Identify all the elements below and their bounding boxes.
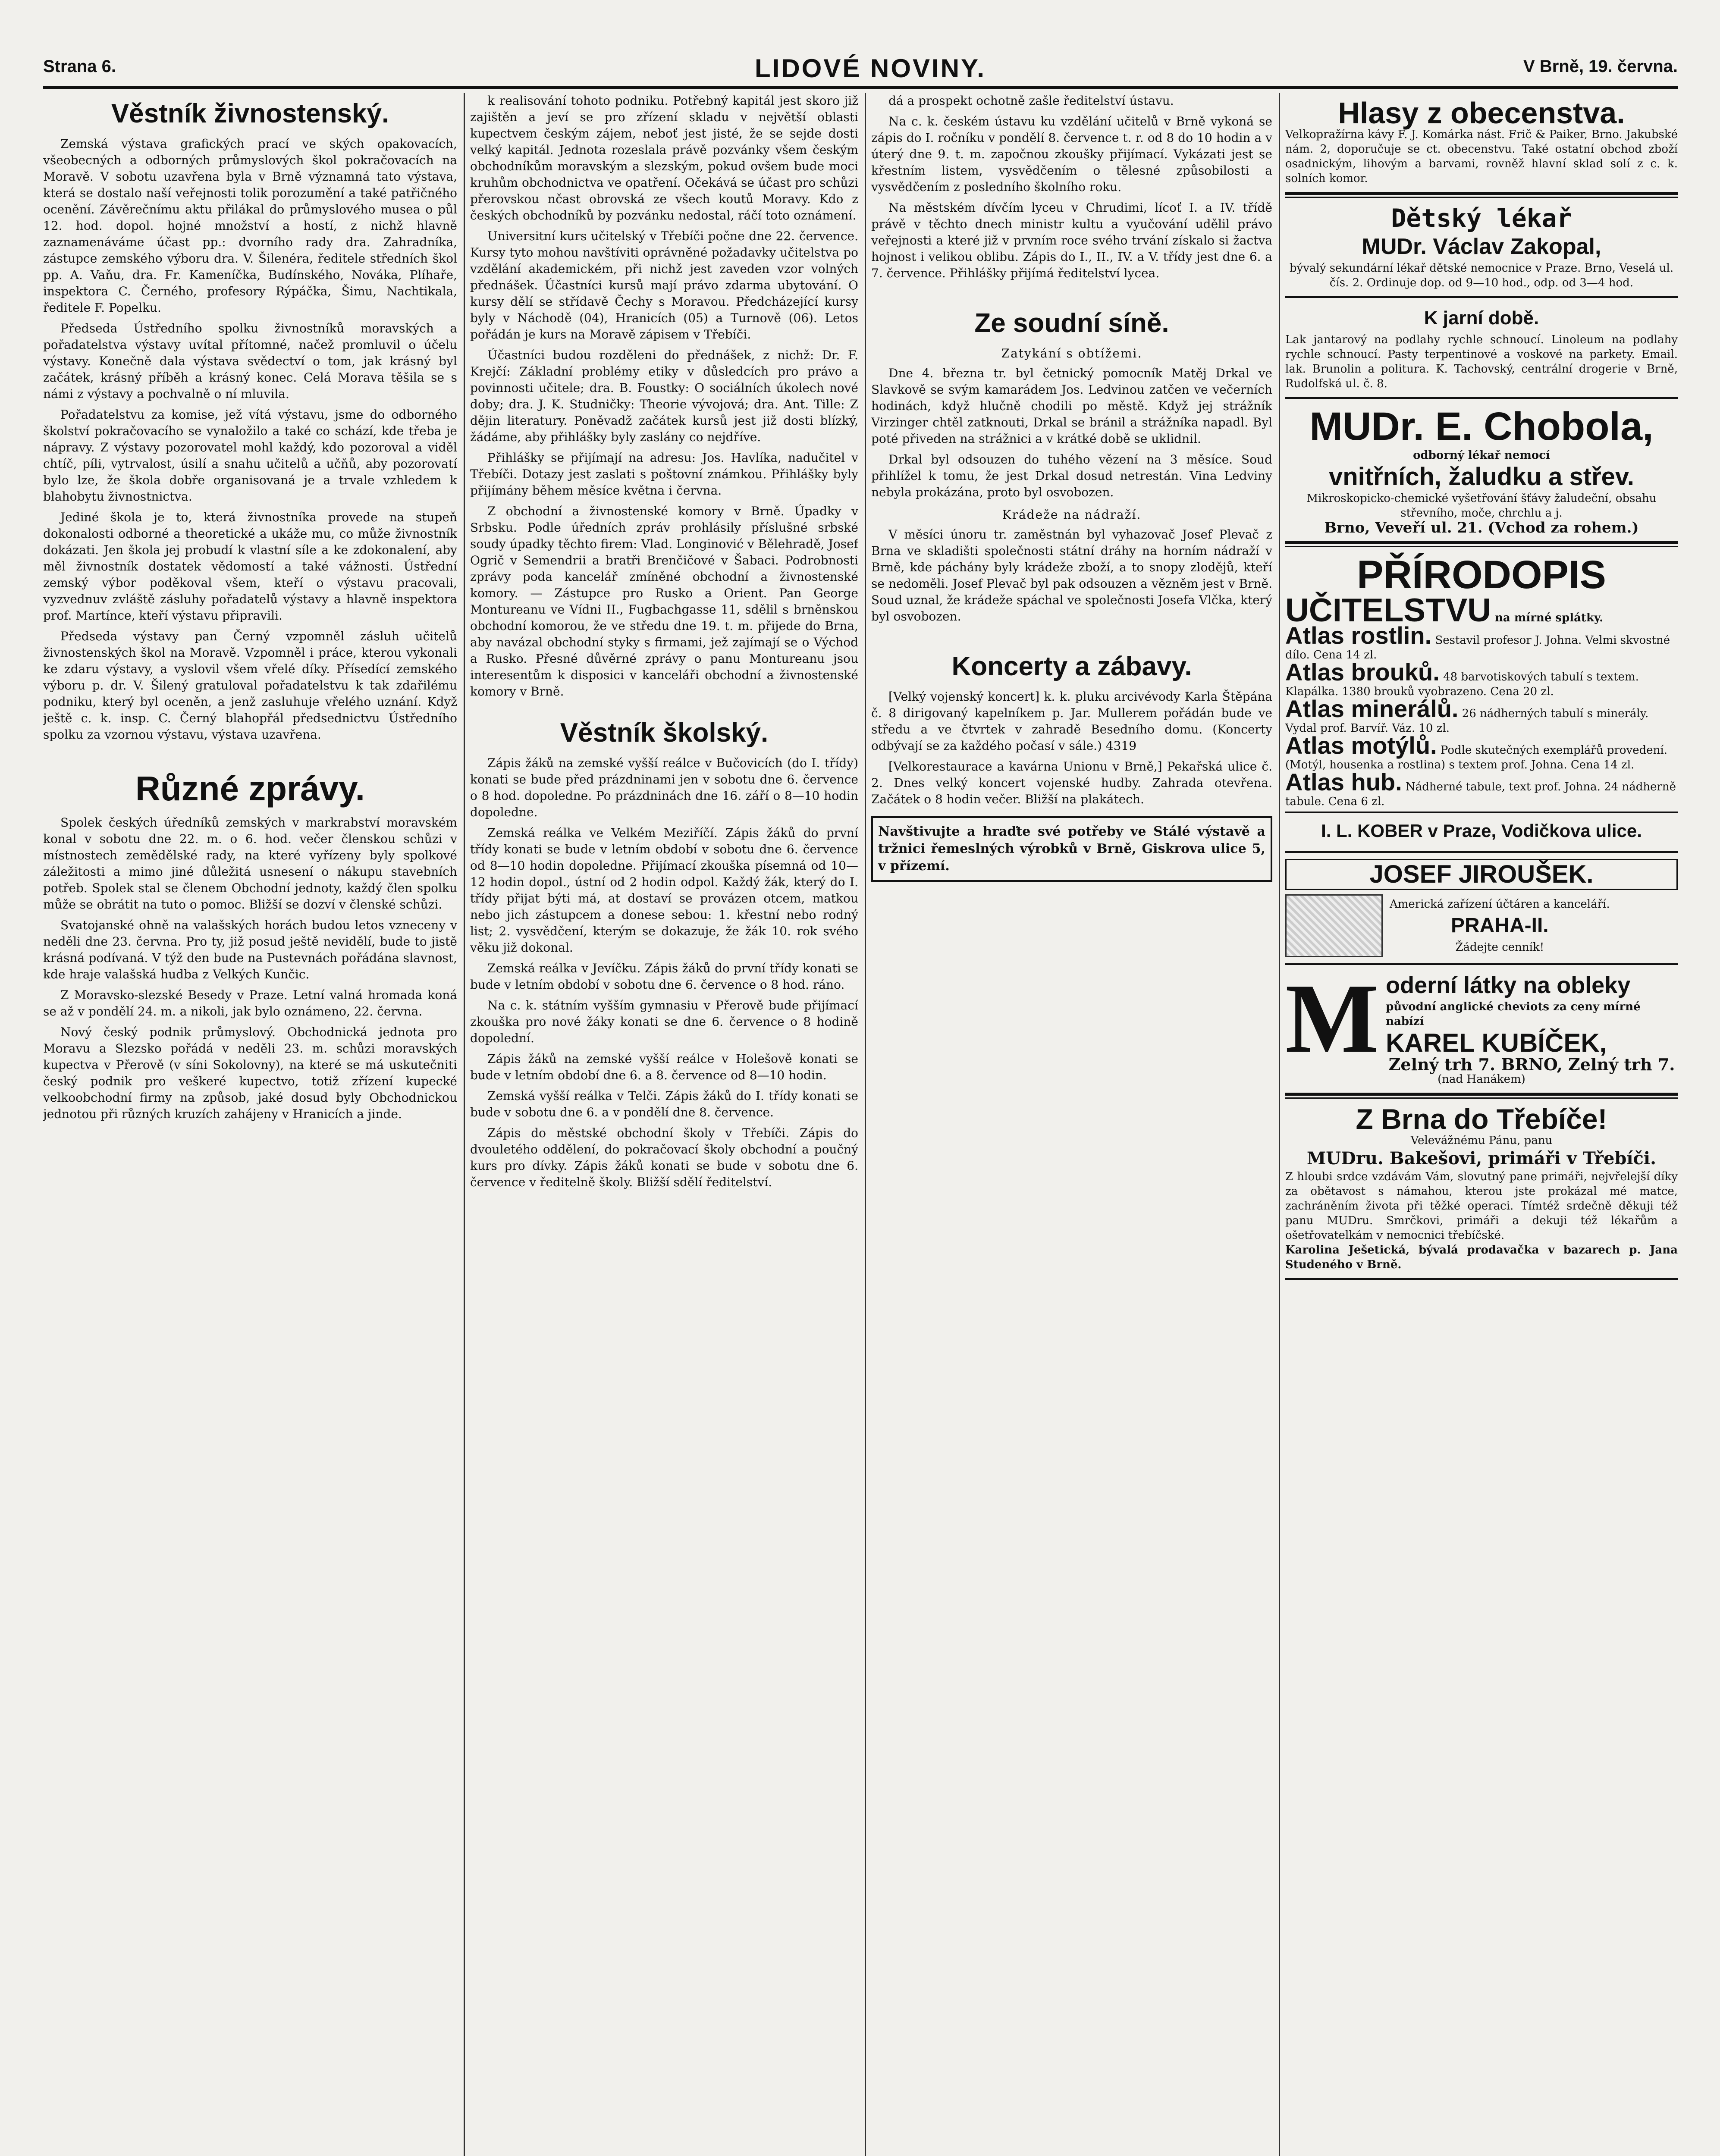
article-paragraph: Jediné škola je to, která živnostníka provede na stupeň dokonalosti odborné a theoretické a ukáže mu, co může živnostník dokázati. Jen škola jej probudí k vlastní síle a ke zdokonalení, aby měl živnostník dostatek vědomostí a také vážnosti. Ústřední zemský výbor poděkoval všem, kteří o výstavu pracovali, vyzvednuv zvláště zásluhy pořadatelů výstavy a hlavně inspektora prof. Martínce, kteří výstavu připravili. (43, 510, 457, 623)
ad-title: JOSEF JIROUŠEK. (1285, 859, 1678, 890)
ad-text: Americká zařízení účtáren a kanceláří. (1390, 898, 1610, 911)
article-paragraph: Na c. k. českém ústavu ku vzdělání učitelů v Brně vykoná se zápis do I. ročníku v pondělí 8. července t. r. od 8 do 10 hodin a v úterý dne 9. t. m. započnou zkoušky přijímací. Vykázati jest se křestním listem, vysvědčením o tělesné způsobilosti a vysvědčením z posledního školního roku. (871, 114, 1272, 194)
ad-signature: Karolina Ješetická, bývalá prodavačka v bazarech p. Jana Studeného v Brně. (1285, 1244, 1678, 1271)
article-paragraph: Z Moravsko-slezské Besedy v Praze. Letní valná hromada koná se až v pondělí 24. m. a nikoli, jak bylo oznámeno, 22. června. (43, 988, 457, 1018)
ad-text: Mikroskopicko-chemické vyšetřování šťávy žaludeční, obsahu střevního, moče, chrchlu a j. (1306, 492, 1657, 520)
article-paragraph: Z obchodní a živnostenské komory v Brně. Úpadky v Srbsku. Podle úředních zpráv prohlásily příslušné srbské soudy úpadky těchto firem: Vlad. Longinović v Bělehradě, Josef Ogrič v Semendrii a bratři Brenčičové v Šabaci. Podrobnosti zprávy poda kancelář zmíněné obchodní a živnostenské komory. — Zástupce pro Rusko a Orient. Pan George Montureanu ve Vídni II., Fugbachgasse 11, sdělil s brněnskou obchodní komorou, že ve středu dne 19. t. m. přijede do Brna, aby navázal obchodní styky s firmami, jež zajímají se o Východ a Rusko. Přesné důvěrné zprávy o panu Montureanu jsou interesentům k disposici v kanceláři obchodní a živnostenské komory v Brně. (470, 504, 858, 699)
article-paragraph: Zemská vyšší reálka v Telči. Zápis žáků do I. třídy konati se bude v sobotu dne 6. a v pondělí dne 8. července. (470, 1089, 858, 1119)
ad-kubicek (1285, 965, 1678, 1094)
ad-trebic (1285, 1094, 1678, 1280)
section-title-trade: Věstník živnostenský. (111, 99, 389, 128)
atlas-name: Atlas brouků. (1285, 658, 1440, 686)
ad-chobola (1285, 399, 1678, 543)
atlas-text: 48 barvotiskových tabulí s textem. Klapálka. 1380 brouků vyobrazeno. Cena 20 zl. (1285, 671, 1639, 698)
ad-subtitle: UČITELSTVU (1285, 592, 1491, 629)
ad-coffee (1285, 93, 1678, 194)
article-paragraph: Na c. k. státním vyšším gymnasiu v Přerově bude přijímací zkouška pro nové žáky konati se dne 6. července o 8 hodině dopolední. (470, 998, 858, 1045)
article-paragraph: Dne 4. března tr. byl četnický pomocník Matěj Drkal ve Slavkově se svým kamarádem Jos. Ledvinou zatčen ve večerních hodinách, když hlučně chodili po městě. Když jej strážník Virzinger chtěl zatknouti, Drkal se bránil a strážníka napadl. Byl poté přiveden na strážnici a v krátké době se uklidnil. (871, 366, 1272, 446)
ad-text: bývalý sekundární lékař dětské nemocnice v Praze. Brno, Veselá ul. čís. 2. Ordinuje dop. od 9—10 hod., odp. od 3—4 hod. (1289, 262, 1674, 289)
column-3 (871, 93, 1272, 2156)
ad-note: (nad Hanákem) (1438, 1073, 1525, 1086)
column-divider (1279, 93, 1280, 2156)
article-paragraph: Universitní kurs učitelský v Třebíči počne dne 22. července. Kursy tyto mohou navštíviti oprávněné požadavky učitelstva po vzdělání akademickém, při nichž jest zaveden vzor volných přednášek. Účastníci kursů mají právo zdarma ubytování. O kursy dělí se střídavě Čechy s Moravou. Předcházející kursy byly v Náchodě (04), Hranicích (05) a Turnově (06). Letos pořádán je kurs na Moravě zápisem v Třebíči. (470, 229, 858, 342)
atlas-name: Atlas motýlů. (1285, 732, 1437, 759)
header-rule (43, 86, 1678, 89)
article-paragraph: [Velkorestaurace a kavárna Unionu v Brně,] Pekařská ulice č. 2. Dnes velký koncert vojenské hudby. Zahrada otevřena. Začátek o 8 hodin večer. Bližší na plakátech. (871, 759, 1272, 806)
article-paragraph: Předseda výstavy pan Černý vzpomněl zásluh učitelů živnostenských škol na Moravě. Vzpomněl i práce, kterou vykonali ke zdaru výstavy, a vyslovil všem vřelé díky. Přísedící zemského výboru p. dr. V. Šilený gratuloval pořadatelstvu k tak zdařilému podniku, který byl oceněn, a jenž zasluhuje vřelého uznání. Když ještě c. k. insp. C. Černý blahopřál předsednictvu Ústředního spolku za vzornou výstavu, výstava uzavřena. (43, 629, 457, 742)
ad-name: KAREL KUBÍČEK, (1386, 1028, 1607, 1057)
atlas-text: Nádherné tabule, text prof. Johna. 24 nádherně tabule. Cena 6 zl. (1285, 780, 1676, 808)
article-paragraph: Přihlášky se přijímají na adresu: Jos. Havlíka, nadučitel v Třebíči. Dotazy jest zaslati s poštovní známkou. Přihlášky byly přijímány během měsíce května i června. (470, 451, 858, 498)
ad-spring (1285, 298, 1678, 399)
ad-address: Brno, Veveří ul. 21. (Vchod za rohem.) (1324, 519, 1639, 536)
ad-title: Z Brna do Třebíče! (1356, 1103, 1607, 1135)
section-title-misc: Různé zprávy. (135, 769, 365, 808)
desk-illustration-icon (1285, 894, 1383, 957)
ad-title: K jarní době. (1424, 307, 1539, 329)
article-paragraph: dá a prospekt ochotně zašle ředitelství ústavu. (888, 94, 1174, 108)
article-paragraph: Účastníci budou rozděleni do přednášek, z nichž: Dr. F. Krejčí: Základní problémy etiky v důsledcích pro právo a povinnosti učitele; dra. B. Foustky: O sociálních úkolech nové doby; dra. J. K. Studničky: Theorie vývojová; dra. Ant. Tille: Z dějin literatury. Poněvadž začátek kursů jest již dosti blízký, žádáme, aby přihlášky byly zaslány co nejdříve. (470, 348, 858, 444)
newspaper-title: LIDOVÉ NOVINY. (755, 54, 986, 83)
issue-date: V Brně, 19. června. (1523, 57, 1678, 76)
ad-specialty: vnitřních, žaludku a střev. (1328, 463, 1634, 491)
article-paragraph: Zápis žáků na zemské vyšší reálce v Bučovicích (do I. třídy) konati se bude před prázdninami jen v sobotu dne 6. července o 8 hod. dopoledne. Po prázdninách dne 16. září o 8—10 hodin dopoledne. (470, 756, 858, 819)
ad-subtitle: odborný lékař nemocí (1413, 449, 1550, 462)
column-2 (470, 93, 858, 2156)
column-1 (43, 93, 457, 2156)
article-paragraph: Zemská reálka ve Velkém Meziříčí. Zápis žáků do první třídy konati se bude v letním období v sobotu dne 6. července od 8—10 hodin dopoledne. Přijímací zkouška písemná od 10—12 hodin dopol., ústní od 2 hodin odpol. Každý žák, který do I. třídy přijat býti má, at dostaví se provázen otcem, matkou nebo jich zástupcem a donese sebou: 1. křestní nebo rodný list; 2. vysvědčení, kterým se dokazuje, že žák 10. rok svého věku již dokonal. (470, 826, 858, 955)
atlas-item (1285, 658, 1678, 699)
page-header (43, 54, 1678, 87)
article-subtitle: Zatykání s obtížemi. (1001, 346, 1142, 360)
ad-prirodopis (1285, 543, 1678, 853)
ad-text: Lak jantarový na podlahy rychle schnoucí. Linoleum na podlahy rychle schnoucí. Pasty terpentinové a voskové na parkety. Email. lak. Brunolin a politura. K. Tachovský, centrální drogerie v Brně, Rudolfská ul. č. 8. (1285, 333, 1678, 390)
article-paragraph: Zápis do městské obchodní školy v Třebíči. Zápis do dvouletého oddělení, do pokračovací školy obchodní a poučný kurs pro dívky. Zápis žáků konati se bude v sobotu dne 6. července v ředitelně školy. Bližší sdělí ředitelství. (470, 1126, 858, 1189)
atlas-text: 26 nádherných tabulí s minerály. Vydal prof. Barvíř. Váz. 10 zl. (1285, 707, 1649, 735)
article-paragraph: Na městském dívčím lyceu v Chrudimi, lícoť I. a IV. třídě právě v těchto dnech ministr kultu a vyučování udělil právo veřejnosti a které již v prvním roce svého trvání získalo si žactva hojnost i velikou oblibu. Zápis do I., II., IV. a V. třídy jest dne 6. a 7. července. Přihlášky přijímá ředitelství lycea. (871, 201, 1272, 280)
article-paragraph: Nový český podnik průmyslový. Obchodnická jednota pro Moravu a Slezsko pořádá v neděli 23. m. schůzi moravských kupectva v Přerově (v síni Sokolovny), na které se má uskutečniti český podnik pro veškeré kupectvo, totiž zřízení kupecké velkoobchodní firmy na způsob, jaké dosud byly Obchodnickou jednotou při různých kruzích zahájeny v Hranicích a jinde. (43, 1025, 457, 1121)
ad-line: MUDru. Bakešovi, primáři v Třebíči. (1306, 1148, 1657, 1169)
atlas-name: Atlas minerálů. (1285, 695, 1459, 722)
atlas-text: Sestavil profesor J. Johna. Velmi skvostné dílo. Cena 14 zl. (1285, 634, 1670, 661)
article-paragraph: Zápis žáků na zemské vyšší reálce v Holešově konati se bude v letním období dne 6. a 8. července od 8—10 hodin. (470, 1052, 858, 1082)
ad-side-note: na mírné splátky. (1495, 611, 1604, 624)
decorative-letter-m-icon: M (1285, 965, 1379, 1073)
ad-doctor-name: MUDr. E. Chobola, (1309, 404, 1654, 448)
atlas-item (1285, 768, 1678, 809)
atlas-name: Atlas rostlin. (1285, 622, 1432, 649)
ad-pediatrician (1285, 194, 1678, 298)
article-paragraph: Pořadatelstvu za komise, jež vítá výstavu, jsme do odborného školství pokračovacího se vynaložilo a také co schází, kde třeba je nápravy. Z výstavy pozorovatel mohl každý, kdo pozoroval a viděl chtíč, píli, vytrvalost, úsilí a snahu učitelů a učňů, aby pozorovatí bylo lze, že škola dobře organisovaná je a trvale vzhledem k blahobytu živnostnictva. (43, 407, 457, 504)
ad-text: původní anglické cheviots za ceny mírné nabízí (1386, 1000, 1641, 1028)
column-4-ads (1285, 93, 1678, 2156)
atlas-text: Podle skutečných exemplářů provedení. (Motýl, housenka a rostlina) s textem prof. Johna. Cena 14 zl. (1285, 744, 1667, 771)
ad-doctor-name: MUDr. Václav Zakopal, (1362, 234, 1601, 259)
ad-title: PŘÍRODOPIS (1357, 553, 1606, 597)
ad-address: Zelný trh 7. BRNO, Zelný trh 7. (1388, 1055, 1675, 1074)
article-paragraph: Zemská reálka v Jevíčku. Zápis žáků do první třídy konati se bude v letním období v sobotu dne 6. července o 8 hod. ráno. (470, 961, 858, 992)
section-title-court: Ze soudní síně. (974, 308, 1169, 338)
article-paragraph: k realisování tohoto podniku. Potřebný kapitál jest skoro již zajištěn a jeví se pro zřízení skladu v největší oblasti kupectvem českým zájem, neboť jest jisté, že se sejde dosti velký kapitál. Jednota rozeslala právě pozvánky všem českým obchodníkům moravským a slezským, pokud ovšem bude moci kruhům obchodnictva ve opatření. Očekává se účast pro schůzi přerovskou nčast obrovská ze všech koutů Moravy. Kdo z českých obchodníků by pozvánku nedostal, ráčí toto oznámení. (470, 94, 858, 222)
article-paragraph: Drkal byl odsouzen do tuhého vězení na 3 měsíce. Soud přihlížel k tomu, že jest Drkal dosud netrestán. Vina Ledviny nebyla prokázána, proto byl osvobozen. (871, 452, 1272, 499)
atlas-name: Atlas hub. (1285, 768, 1402, 796)
article-paragraph: Předseda Ústředního spolku živnostníků moravských a pořadatelstva výstavy uvítal přítomné, načež promluvil o účelu výstavy. Konečně dala výstava svědectví o tom, jak krásný byl začátek, krásný příběh a krásný konec. Celá Morava těšila se s námi z výstavy a pochvalně o ní mluvila. (43, 321, 457, 401)
ad-jirousek (1285, 853, 1678, 965)
ad-line: Velevážnému Pánu, panu (1410, 1134, 1553, 1147)
article-paragraph: Zemská výstava grafických prací ve ských opakovacích, všeobecných a odborných průmyslových škol pokračovacích na Moravě. V sobotu uzavřena byla v Brně významná tato výstava, která se dostalo naší veřejnosti tolik porozumění a také patřičného ocenění. Závěrečnímu aktu přilákal do průmyslového musea o půl 12. hod. dopol. hojné množství a hostí, z nichž hlavně zaznamenáváme účast pp.: dvorního rady dra. Zahradníka, zástupce zemského výboru dra. V. Šilenéra, ředitele středních škol pp. A. Vaňu, dra. Fr. Kameníčka, Budínského, Nováka, Plíhaře, inspektora C. Černého, profesory Rýpáčka, Šimu, Nachtikala, ředitele F. Popelku. (43, 137, 457, 315)
atlas-item (1285, 732, 1678, 772)
ad-text-block (1390, 897, 1610, 955)
ad-publisher: I. L. KOBER v Praze, Vodičkova ulice. (1285, 812, 1678, 845)
column-divider (865, 93, 866, 2156)
exhibition-ad: Navštivujte a hraďte své potřeby ve Stálé výstavě a tržnici řemeslných výrobků v Brně, Giskrova ulice 5, v přízemí. (871, 816, 1272, 882)
ad-title: Dětský lékař (1391, 204, 1572, 233)
ad-title: Hlasy z obecenstva. (1338, 96, 1625, 130)
ad-body (1285, 894, 1678, 957)
article-paragraph: Svatojanské ohně na valašských horách budou letos vzneceny v neděli dne 23. června. Pro ty, již posud ještě nevidělí, bude to jistě krásná podívaná. V týž den bude na Pustevnách pořádána slavnost, kde hraje valašská hudba z Velkých Kunčic. (43, 918, 457, 981)
ad-city: PRAHA-II. (1450, 914, 1549, 937)
ad-note: Žádejte cenník! (1455, 941, 1544, 954)
article-paragraph: Spolek českých úředníků zemských v markrabství moravském konal v sobotu dne 22. m. o 6. hod. večer členskou schůzi v místnostech zemědělské rady, na které vyřízeny byly spolkové záležitosti a mimo jiné důležitá usnesení o nákupu stavebních potřeb. Spolek stal se členem Obchodní jednoty, každý člen spolku může se obrátit na tuto o pomoc. Bližší se dozví v členské schůzi. (43, 815, 457, 912)
section-title-concerts: Koncerty a zábavy. (951, 652, 1192, 681)
page-number: Strana 6. (43, 57, 116, 76)
atlas-list (1285, 622, 1678, 809)
ad-text: Z hloubi srdce vzdávám Vám, slovutný pane primáři, nejvřelejší díky za obětavost s námahou, kterou jste prokázal mé matce, zachráněním života při těžké operaci. Tímtéž srdečně děkuji též panu MUDru. Smrčkovi, primáři a dekuji též lékařům a ošetřovatelkám v nemocnici třebíčské. (1285, 1170, 1678, 1242)
atlas-item (1285, 695, 1678, 736)
article-paragraph: [Velký vojenský koncert] k. k. pluku arcivévody Karla Štěpána č. 8 dirigovaný kapelníkem p. Jar. Mullerem pořádán bude ve středu a ve čtvrtek v zahradě Besedního domu. (Koncerty odbývají se za každého počasí v sále.) 4319 (871, 689, 1272, 753)
ad-title: oderní látky na obleky (1386, 972, 1631, 998)
atlas-item (1285, 622, 1678, 662)
article-paragraph: V měsíci únoru tr. zaměstnán byl vyhazovač Josef Plevač z Brna ve skladišti společnosti státní dráhy na horním nádraží v Brně, kde páchány byly krádeže zboží, a to snopy zlodějů, kteří se nedoměli. Josef Plevač byl pak odsouzen a vězněm jest v Brně. Soud uznal, že krádeže spáchal ve společnosti Josefa Vlčka, který byl osvobozen. (871, 527, 1272, 624)
article-subtitle: Krádeže na nádraží. (1002, 508, 1142, 522)
ad-text: Velkopražírna kávy F. J. Komárka nást. Frič & Paiker, Brno. Jakubské nám. 2, doporučuje se ct. obecenstvu. Také ostatní obchod zboží osadnickým, lihovým a barvami, rovněž hlavní sklad solí z c. k. solních komor. (1285, 128, 1678, 185)
section-title-school: Věstník školský. (560, 718, 769, 748)
column-divider (464, 93, 465, 2156)
